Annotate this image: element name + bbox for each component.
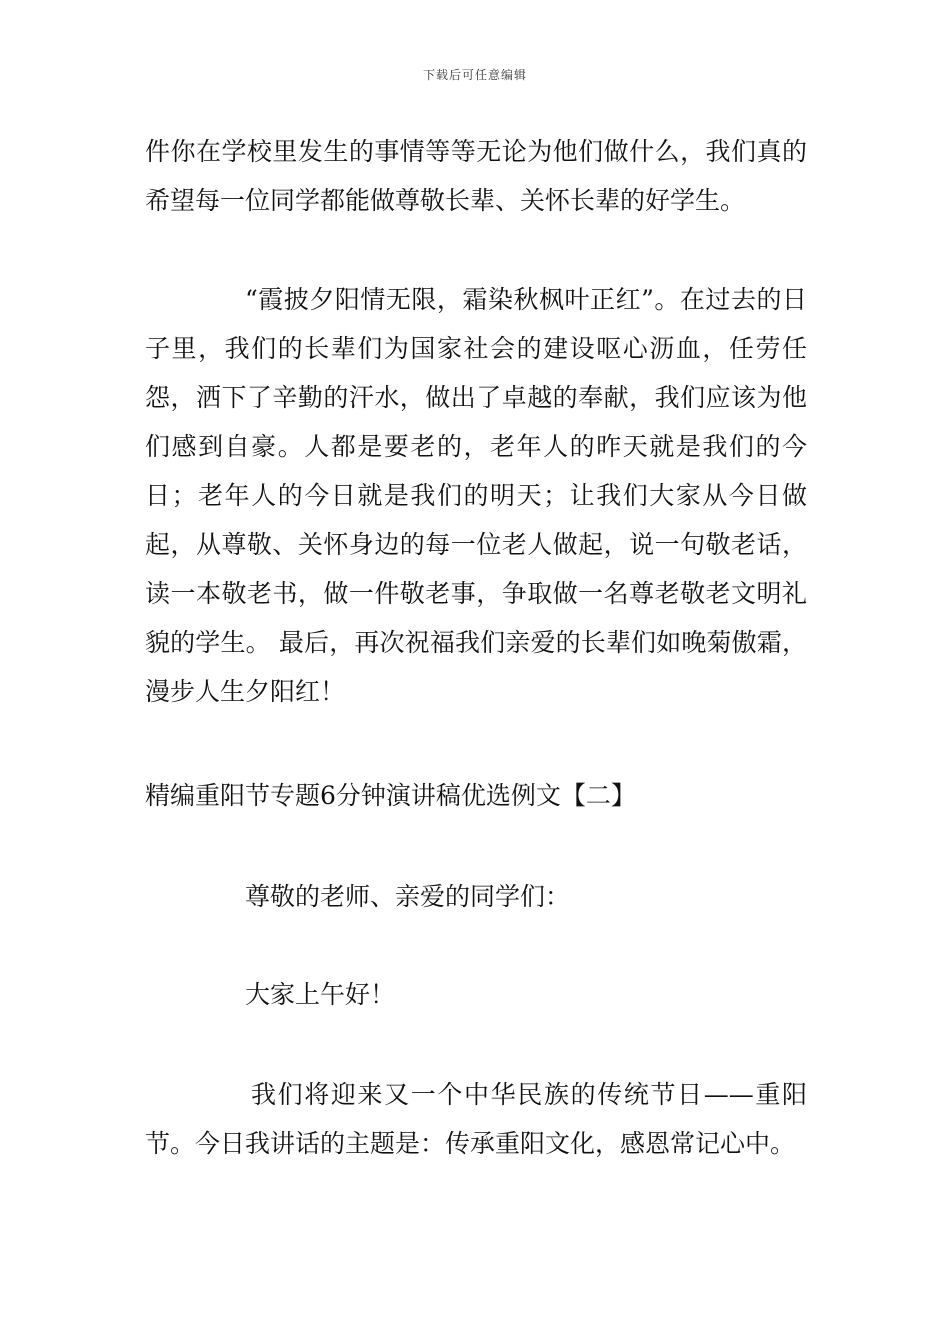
hello-line: 大家上午好！ bbox=[245, 980, 396, 1009]
greeting-line: 尊敬的老师、亲爱的同学们： bbox=[245, 882, 571, 911]
paragraph-1: 件你在学校里发生的事情等等无论为他们做什么，我们真的希望每一位同学都能做尊敬长辈、关怀长辈的好学生。 bbox=[145, 137, 807, 215]
paragraph-3: 我们将迎来又一个中华民族的传统节日——重阳节。今日我讲话的主题是：传承重阳文化，感恩常记心中。 bbox=[145, 1080, 807, 1158]
paragraph-2: “霞披夕阳情无限，霜染秋枫叶正红”。在过去的日子里，我们的长辈们为国家社会的建设呕心沥血，任劳任怨，洒下了辛勤的汗水，做出了卓越的奉献，我们应该为他们感到自豪。人都是要老的，老年人的昨天就是我们的今日；老年人的今日就是我们的明天；让我们大家从今日做起，从尊敬、关怀身边的每一位老人做起，说一句敬老话，读一本敬老书，做一件敬老事，争取做一名尊老敬老文明礼貌的学生。 最后，再次祝福我们亲爱的长辈们如晚菊傲霜，漫步人生夕阳红！ bbox=[145, 285, 807, 706]
header-note: 下载后可任意编辑 bbox=[422, 68, 527, 82]
section-heading: 精编重阳节专题6分钟演讲稿优选例文【二】 bbox=[145, 781, 636, 810]
